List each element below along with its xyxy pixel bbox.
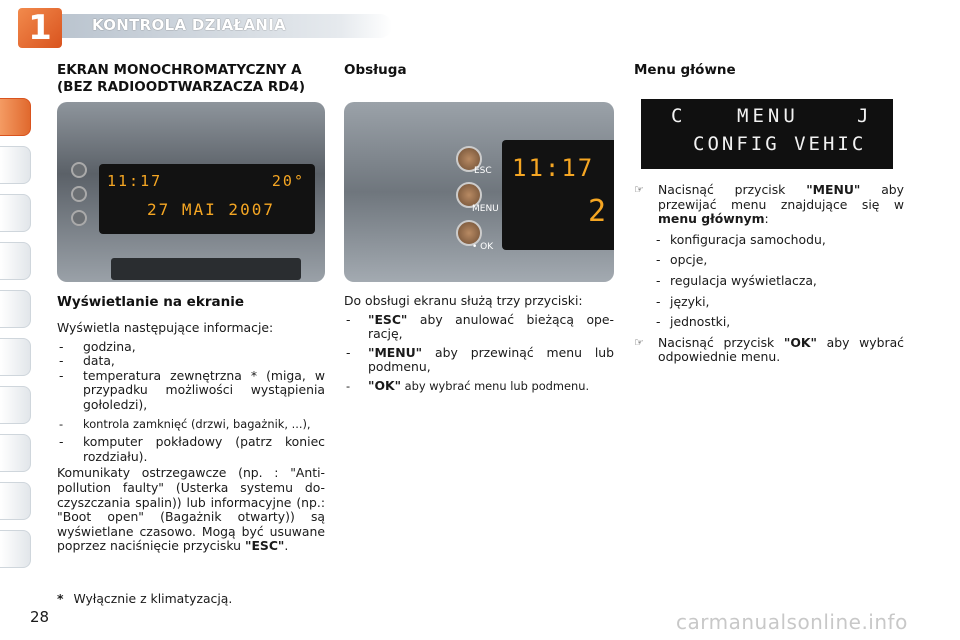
lcd-time: 11:17 — [107, 172, 163, 190]
left-heading-line1: EKRAN MONOCHROMATYCZNY A — [57, 62, 302, 78]
menu-instruction-1: ☞ Nacisnąć przycisk "MENU" aby przewijać menu znajdujące się w menu głównym: — [634, 182, 904, 227]
menu-lcd-line2: CONFIG VEHIC — [693, 133, 867, 155]
list-item: - opcje, — [656, 252, 708, 268]
list-item: - języki, — [656, 293, 710, 309]
footnote — [57, 592, 325, 607]
esc-knob-icon — [71, 162, 87, 178]
side-tab-7[interactable] — [0, 386, 31, 424]
list-item: - konfiguracja samochodu, — [656, 231, 826, 247]
ok-knob-icon — [71, 210, 87, 226]
lcd-date: 27 MAI 2007 — [147, 200, 275, 219]
chapter-side-tabs — [0, 64, 34, 574]
watermark: carmanualsonline.info — [676, 610, 908, 634]
list-item: - kontrola zamknięć (drzwi, bagażnik, ...), — [59, 416, 311, 431]
middle-heading-block — [344, 62, 614, 79]
page-number: 28 — [30, 608, 50, 626]
menu-lcd-title: MENU — [737, 105, 799, 127]
chapter-number-badge: 1 — [18, 8, 62, 48]
right-text-block — [634, 183, 904, 365]
side-tab-3[interactable] — [0, 194, 31, 232]
lcd-digit-large: 2 — [587, 194, 608, 229]
side-tab-5[interactable] — [0, 290, 31, 328]
buttons-intro: Do obsługi ekranu służą trzy przyciski: — [344, 293, 583, 308]
menu-knob-icon — [71, 186, 87, 202]
side-tab-6[interactable] — [0, 338, 31, 376]
esc-button-label: ESC — [474, 166, 492, 176]
side-tab-8[interactable] — [0, 434, 31, 472]
right-heading: Menu główne — [634, 62, 736, 78]
list-item: - godzina, — [59, 338, 136, 354]
side-tab-10[interactable] — [0, 530, 31, 568]
list-item: - jednostki, — [656, 314, 731, 330]
side-tab-4[interactable] — [0, 242, 31, 280]
controls-photo — [344, 102, 614, 282]
right-heading-block — [634, 62, 904, 79]
lcd-temp: 20° — [271, 172, 305, 190]
chapter-title: KONTROLA DZIAŁANIA — [92, 16, 287, 34]
footnote-text: Wyłącznie z klimatyzacją. — [73, 591, 233, 606]
display-subheading: Wyświetlanie na ekranie — [57, 294, 244, 310]
menu-lcd-screen — [641, 99, 893, 169]
menu-instruction-2: ☞ Nacisnąć przycisk "OK" aby wybrać odpowiednie menu. — [634, 334, 904, 365]
menu-button-label: MENU — [472, 204, 499, 214]
lcd-time-large: 11:17 — [512, 154, 595, 182]
left-heading-line2: (BEZ RADIOODTWARZACZA RD4) — [57, 79, 305, 95]
list-item: - "MENU" aby przewinąć menu lub podmenu, — [346, 344, 614, 375]
lcd-screen-closeup — [502, 140, 614, 250]
lcd-screen — [99, 164, 315, 234]
list-item: - "ESC" aby anulować bieżącą ope-rację, — [346, 311, 614, 342]
warning-paragraph: Komunikaty ostrzegawcze (np. : "Anti-pollution faulty" (Usterka systemu do-czyszczania spalin)) lub informacyjne (np.: "Boot open" (Bagażnik otwarty)) są wyświetlane czasowo. Mogą być usuwane poprzez naciśnięcie przycisku "ESC". — [57, 465, 325, 554]
pointing-hand-icon: ☞ — [634, 335, 644, 349]
list-item: - data, — [59, 353, 115, 369]
side-tab-2[interactable] — [0, 146, 31, 184]
left-heading-block — [57, 62, 325, 96]
side-tab-1[interactable] — [0, 98, 31, 136]
list-item: - regulacja wyświetlacza, — [656, 272, 817, 288]
display-intro: Wyświetla następujące informacje: — [57, 320, 274, 335]
side-tab-9[interactable] — [0, 482, 31, 520]
footnote-star: * — [57, 591, 64, 606]
ok-button-label: • OK — [472, 242, 494, 252]
menu-lcd-right-bracket: J — [857, 105, 871, 127]
middle-heading: Obsługa — [344, 62, 407, 78]
vent-strip — [111, 258, 301, 280]
middle-text-block — [344, 294, 614, 394]
left-text-block — [57, 294, 325, 554]
menu-lcd-left-bracket: C — [671, 105, 685, 127]
list-item: - "OK" aby wybrać menu lub podmenu. — [346, 377, 590, 393]
list-item: - temperatura zewnętrzna * (miga, w przypadku możliwości wystąpienia gołoledzi), — [59, 367, 325, 412]
display-info-list — [57, 340, 325, 465]
main-menu-list — [634, 233, 904, 330]
buttons-list — [344, 313, 614, 394]
pointing-hand-icon: ☞ — [634, 183, 644, 196]
monochrome-display-photo — [57, 102, 325, 282]
list-item: - komputer pokładowy (patrz koniec rozdziału). — [59, 434, 325, 464]
